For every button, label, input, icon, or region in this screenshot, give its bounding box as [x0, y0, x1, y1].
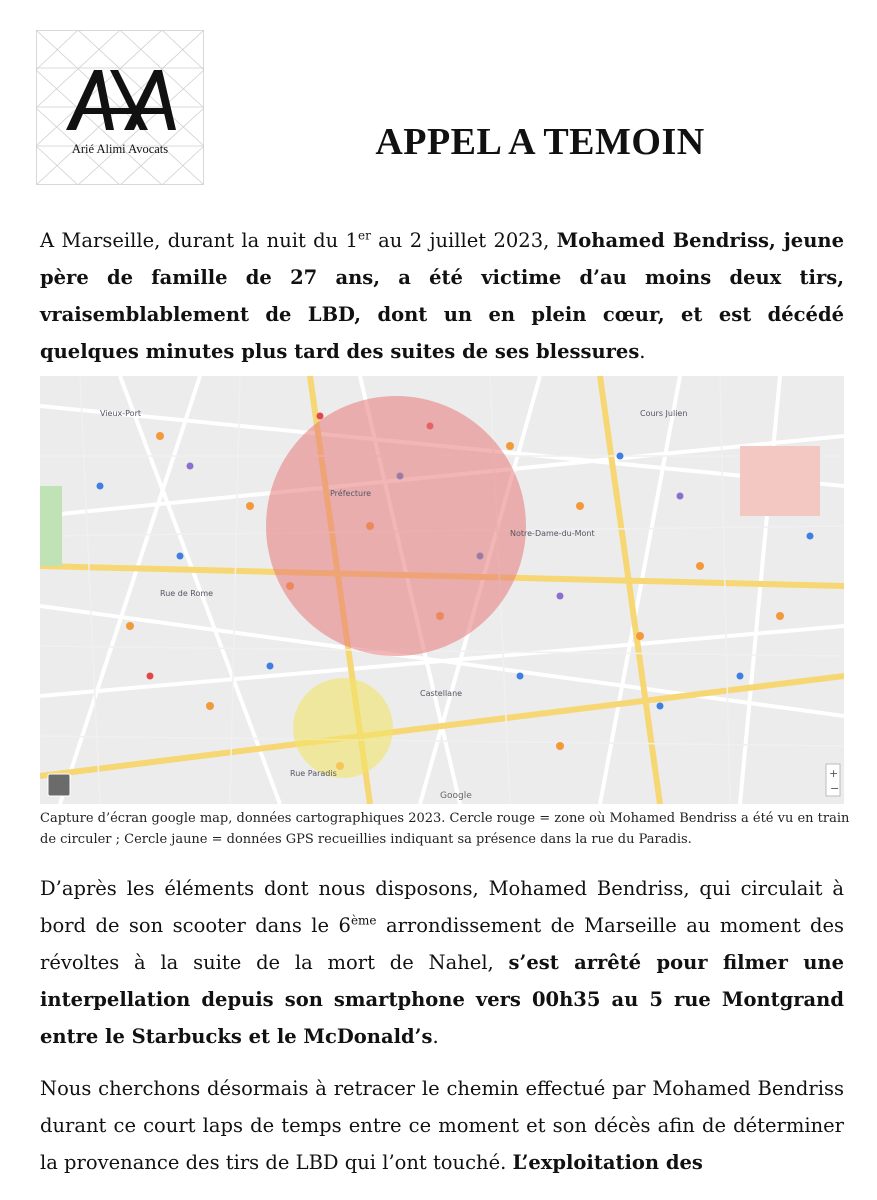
firm-logo: [36, 30, 204, 185]
paragraph-3-bold: L’exploitation des: [512, 1151, 703, 1174]
paragraph-1-sup: er: [357, 228, 371, 243]
map-layers-thumbnail[interactable]: [48, 774, 70, 796]
page-title: APPEL A TEMOIN: [375, 121, 705, 163]
paragraph-1-text-a: A Marseille, durant la nuit du 1: [40, 229, 358, 252]
map-park: [40, 486, 62, 566]
map-label: Rue Paradis: [290, 769, 337, 778]
map-label: Cours Julien: [640, 409, 688, 418]
paragraph-3-text-a: Nous cherchons désormais à retracer le chemin effectué par Mohamed Bendriss durant ce court laps de temps entre ce moment et son décès afin de déterminer la provenance des tirs de LBD qui l’ont touché.: [40, 1077, 844, 1174]
map-label: Préfecture: [330, 489, 372, 498]
paragraph-1-bold: Mohamed Bendriss, jeune père de famille de 27 ans, a été victime d’au moins deux tirs, vraisemblablement de LBD, dont un en plein cœur, et est décédé quelques minutes plus tard des suites de ses blessures: [40, 229, 844, 363]
logo-triangle-grid: [36, 30, 204, 185]
map-screenshot: [40, 376, 844, 804]
yellow-circle-zone: [293, 678, 393, 778]
svg-text:−: −: [830, 782, 840, 795]
paragraph-1: [40, 222, 844, 370]
map-caption: Capture d’écran google map, données cartographiques 2023. Cercle rouge = zone où Mohamed Bendriss a été vu en train de circuler ; Cercle jaune = données GPS recueillies indiquant sa présence dans la rue du Paradis.: [40, 811, 850, 847]
paragraph-2-text-c: .: [432, 1025, 439, 1048]
map-label: Castellane: [420, 689, 463, 698]
paragraph-2: [40, 870, 844, 1055]
map-zoom-controls[interactable]: [826, 764, 840, 796]
map-graphic: [40, 376, 844, 804]
google-watermark: Google: [440, 791, 472, 801]
paragraph-2-sup: ème: [350, 913, 377, 928]
logo-text: Arié Alimi Avocats: [71, 142, 169, 156]
logo-monogram: [66, 70, 176, 130]
paragraph-1-text-b: au 2 juillet 2023,: [370, 229, 557, 252]
svg-text:+: +: [829, 767, 839, 780]
paragraph-1-text-c: .: [639, 340, 646, 363]
map-label: Notre-Dame-du-Mont: [510, 529, 595, 538]
paragraph-2-text-b: arrondissement de Marseille au moment des révoltes à la suite de la mort de Nahel,: [40, 914, 845, 974]
paragraph-2-text-a: D’après les éléments dont nous disposons, Mohamed Bendriss, qui circulait à bord de son scooter dans le 6: [40, 877, 844, 937]
map-label: Vieux-Port: [100, 409, 141, 418]
paragraph-3: [40, 1070, 844, 1181]
red-circle-zone: [266, 396, 526, 656]
paragraph-2-bold: s’est arrêté pour filmer une interpellation depuis son smartphone vers 00h35 au 5 rue Montgrand entre le Starbucks et le McDonald’s: [40, 951, 844, 1048]
map-building-area: [740, 446, 820, 516]
map-label: Rue de Rome: [160, 589, 214, 598]
logo-graphic: [36, 30, 204, 185]
